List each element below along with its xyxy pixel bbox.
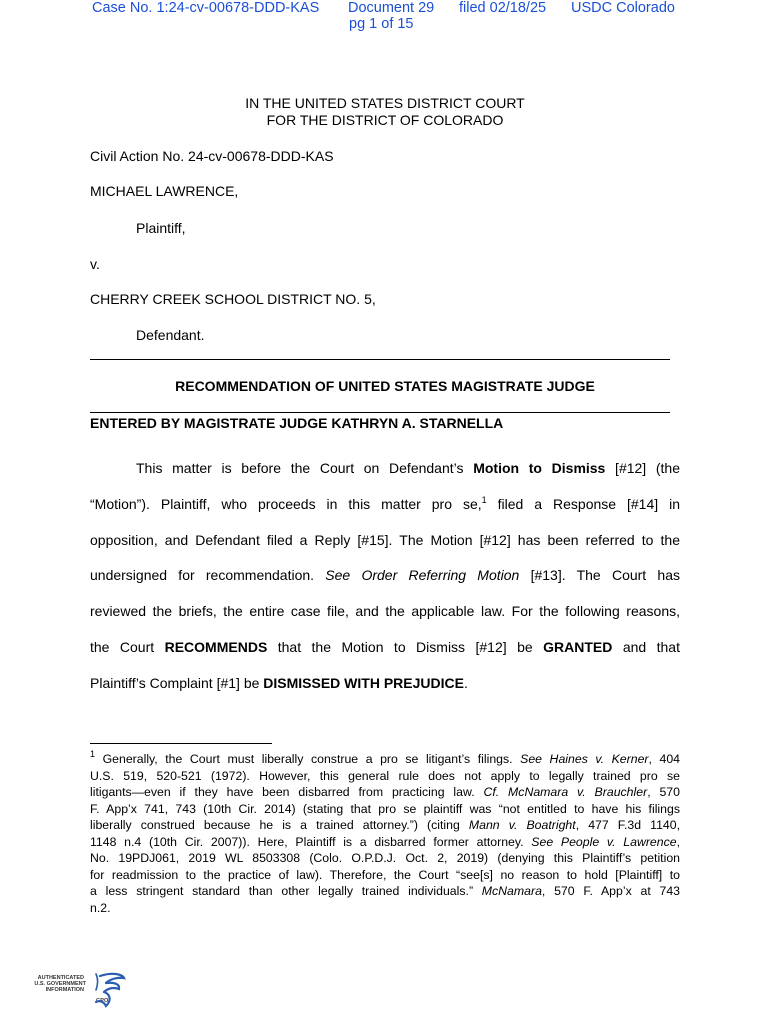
header-filed-date: filed 02/18/25 [459,0,547,16]
footnote-text: liberally construed because he is a trained attorney.”) (citing [90,818,469,832]
body-line: opposition, and Defendant filed a Reply [#15]. The Motion [#12] has been referred to the [90,531,680,548]
footnote-italic-text: See People v. Lawrence [531,834,677,849]
header-document-number: Document 29 [348,0,435,16]
body-line: reviewed the briefs, the entire case file, and the applicable law. For the following reasons, [90,603,680,620]
body-text: [#13]. The Court has [519,567,681,584]
footnote-line: No. 19PDJ061, 2019 WL 8503308 (Colo. O.P.D.J. Oct. 2, 2019) (denying this Plaintiff’s petition [90,851,680,865]
entered-by: ENTERED BY MAGISTRATE JUDGE KATHRYN A. STARNELLA [90,415,504,431]
body-bold-text: GRANTED [543,638,613,655]
body-bold-text: RECOMMENDS [164,638,268,655]
footnote-line: F. App’x 741, 743 (10th Cir. 2014) (stating that pro se plaintiff was “not entitled to have his filings [90,801,680,816]
footnote-italic-text: Mann v. Boatright [468,818,576,832]
footnote-text: 1148 n.4 (10th Cir. 2007)). Here, Plaintiff is a disbarred former attorney. [90,834,532,849]
footnote-line [90,751,680,768]
eagle-icon [96,974,124,1006]
body-bold-text: DISMISSED WITH PREJUDICE [263,674,464,691]
footnote-line: U.S. 519, 520-521 (1972). However, this general rule does not apply to legally trained pro se [90,768,680,783]
footnote-italic-text: Cf. McNamara v. Brauchler [483,785,648,799]
body-text: undersigned for recommendation. [90,567,326,584]
body-text: “Motion”). Plaintiff, who proceeds in this matter pro se, [90,495,482,512]
footnote-text: a less stringent standard than other legally trained individuals.” [90,884,482,898]
body-text: Plaintiff’s Complaint [#1] be [90,674,264,691]
header-court: USDC Colorado [571,0,675,16]
document-title: RECOMMENDATION OF UNITED STATES MAGISTRATE JUDGE [175,378,595,394]
body-line [90,558,680,594]
footnote-line [90,834,680,851]
footnote-italic-text: McNamara [481,884,542,898]
body-line [90,630,680,666]
gpo-logo-line1: AUTHENTICATED [37,975,84,981]
footnote-text: , 570 F. App’x at 743 [541,884,680,898]
footnote-text: Generally, the Court must liberally construe a pro se litigant’s filings. [95,752,521,766]
header-page-count: pg 1 of 15 [349,16,414,32]
caption-divider-top [90,359,670,360]
body-italic-text: See Order Referring Motion [325,567,520,584]
body-bold-text: Motion to Dismiss [473,460,606,476]
footnote-text: , [676,834,681,849]
footnote-separator [90,743,272,744]
court-name-line1: IN THE UNITED STATES DISTRICT COURT [245,95,525,111]
footnote-italic-text: See Haines v. Kerner [520,752,649,766]
header-case-number: Case No. 1:24-cv-00678-DDD-KAS [92,0,320,16]
footnote-line [90,883,680,900]
defendant-role: Defendant. [136,327,205,343]
body-text: [#12] (the [605,460,681,476]
body-text: filed a Response [#14] in [486,495,681,512]
footnote-text: , 404 [648,752,681,766]
body-text: the Court [90,638,165,655]
footnote-text: litigants—even if they have been disbarred from practicing law. [90,785,484,799]
defendant-name: CHERRY CREEK SCHOOL DISTRICT NO. 5, [90,291,376,307]
plaintiff-role: Plaintiff, [136,220,186,236]
versus: v. [90,256,100,272]
gpo-logo-line4: GPO [96,998,109,1004]
body-line [90,487,680,523]
court-name-line2: FOR THE DISTRICT OF COLORADO [266,112,504,128]
civil-action-number: Civil Action No. 24-cv-00678-DDD-KAS [90,148,334,164]
body-line [90,666,680,702]
body-paragraph [90,451,680,702]
footnote-text: , 570 [647,785,680,799]
body-line [90,451,680,487]
footnote-line: for readmission to the practice of law). Therefore, the Court “see[s] no reason to hold [Plaintiff] to [90,867,680,882]
footnote-line [90,784,680,801]
footnote-reference[interactable]: 1 [481,494,487,505]
footnote-1 [90,751,680,916]
caption-divider-bottom [90,412,670,413]
gpo-logo-line3: INFORMATION [45,987,84,993]
gpo-authentication-logo [34,970,140,1010]
footnote-line [90,817,680,834]
gpo-logo-line2: U.S. GOVERNMENT [34,981,86,987]
body-text: This matter is before the Court on Defendant’s [136,460,474,476]
footnote-line: n.2. [90,900,111,915]
body-text: and that [612,638,680,655]
footnote-marker: 1 [90,749,96,759]
body-text: that the Motion to Dismiss [#12] be [267,638,544,655]
plaintiff-name: MICHAEL LAWRENCE, [90,183,239,199]
filing-header-row [0,0,770,16]
body-text: . [463,674,468,691]
footnote-text: , 477 F.3d 1140, [575,818,680,832]
